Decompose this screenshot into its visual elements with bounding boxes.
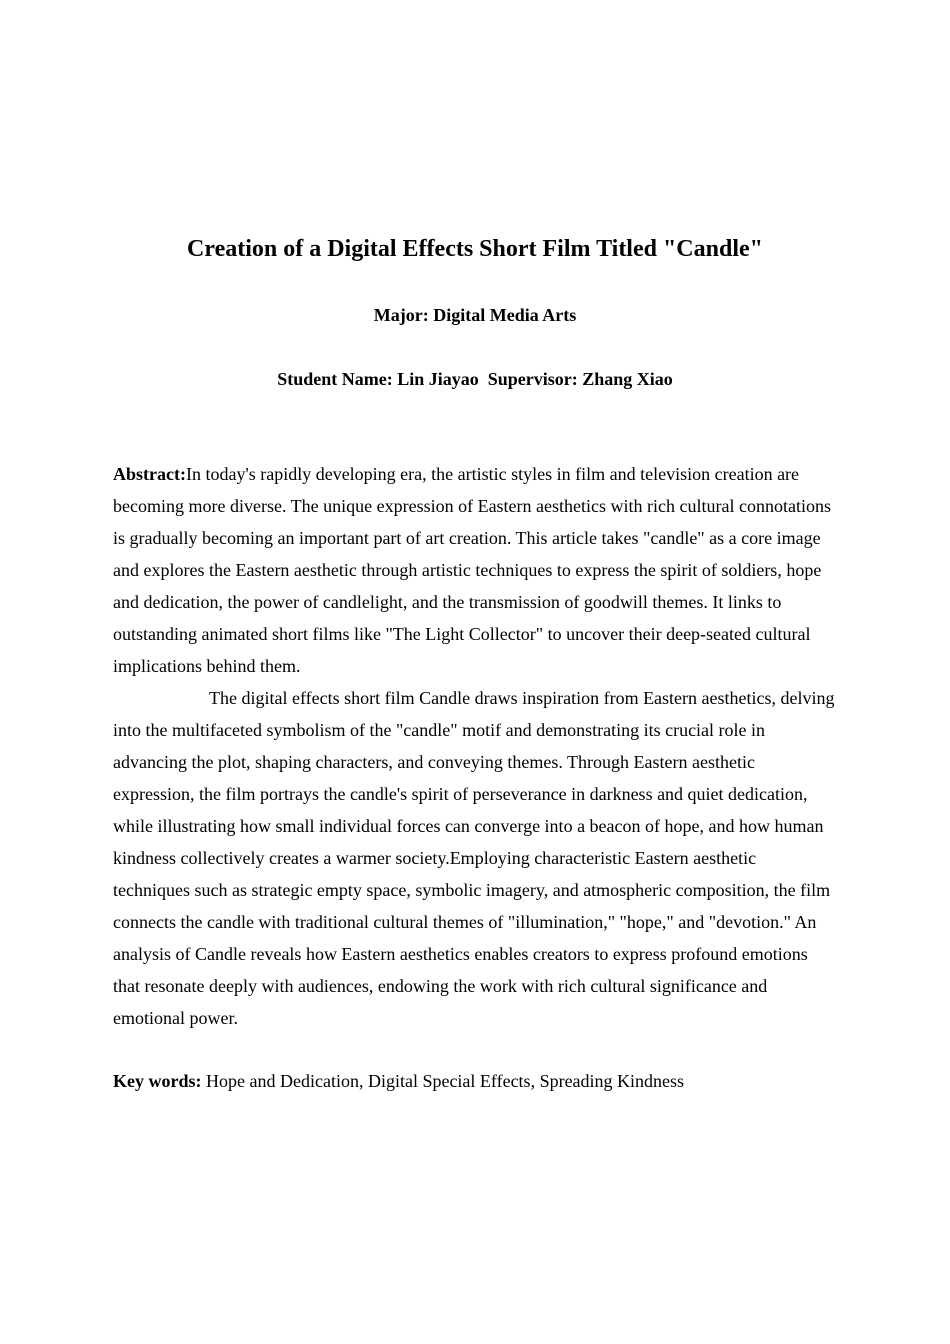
keywords-text: Hope and Dedication, Digital Special Effects, Spreading Kindness — [201, 1071, 685, 1091]
abstract-text-2: The digital effects short film Candle draws inspiration from Eastern aesthetics, delving into the multifaceted symbolism of the "candle" motif and demonstrating its crucial role in advancing the plot, shaping characters, and conveying themes. Through Eastern aesthetic expression, the film portrays the candle's spirit of perseverance in darkness and quiet dedication, while illustrating how small individual forces can converge into a beacon of hope, and how human kindness collectively creates a warmer society.Employing characteristic Eastern aesthetic techniques such as strategic empty space, symbolic imagery, and atmospheric composition, the film connects the candle with traditional cultural themes of "illumination," "hope," and "devotion." An analysis of Candle reveals how Eastern aesthetics enables creators to express profound emotions that resonate deeply with audiences, endowing the work with rich cultural significance and emotional power. — [113, 688, 835, 1028]
abstract-paragraph — [113, 458, 837, 682]
abstract-text: In today's rapidly developing era, the artistic styles in film and television creation are becoming more diverse. The unique expression of Eastern aesthetics with rich cultural connotations is gradually becoming an important part of art creation. This article takes "candle" as a core image and explores the Eastern aesthetic through artistic techniques to express the spirit of soldiers, hope and dedication, the power of candlelight, and the transmission of goodwill themes. It links to outstanding animated short films like "The Light Collector" to uncover their deep-seated cultural implications behind them. — [113, 464, 831, 676]
paper-title: Creation of a Digital Effects Short Film Titled "Candle" — [187, 236, 763, 262]
keywords-label: Key words: — [113, 1071, 202, 1091]
student-supervisor-line: Student Name: Lin Jiayao Supervisor: Zhang Xiao — [277, 369, 673, 389]
abstract-label: Abstract: — [113, 464, 186, 484]
major-line: Major: Digital Media Arts — [373, 305, 577, 325]
abstract-paragraph-2 — [113, 682, 837, 1034]
keywords-line — [113, 1065, 837, 1097]
